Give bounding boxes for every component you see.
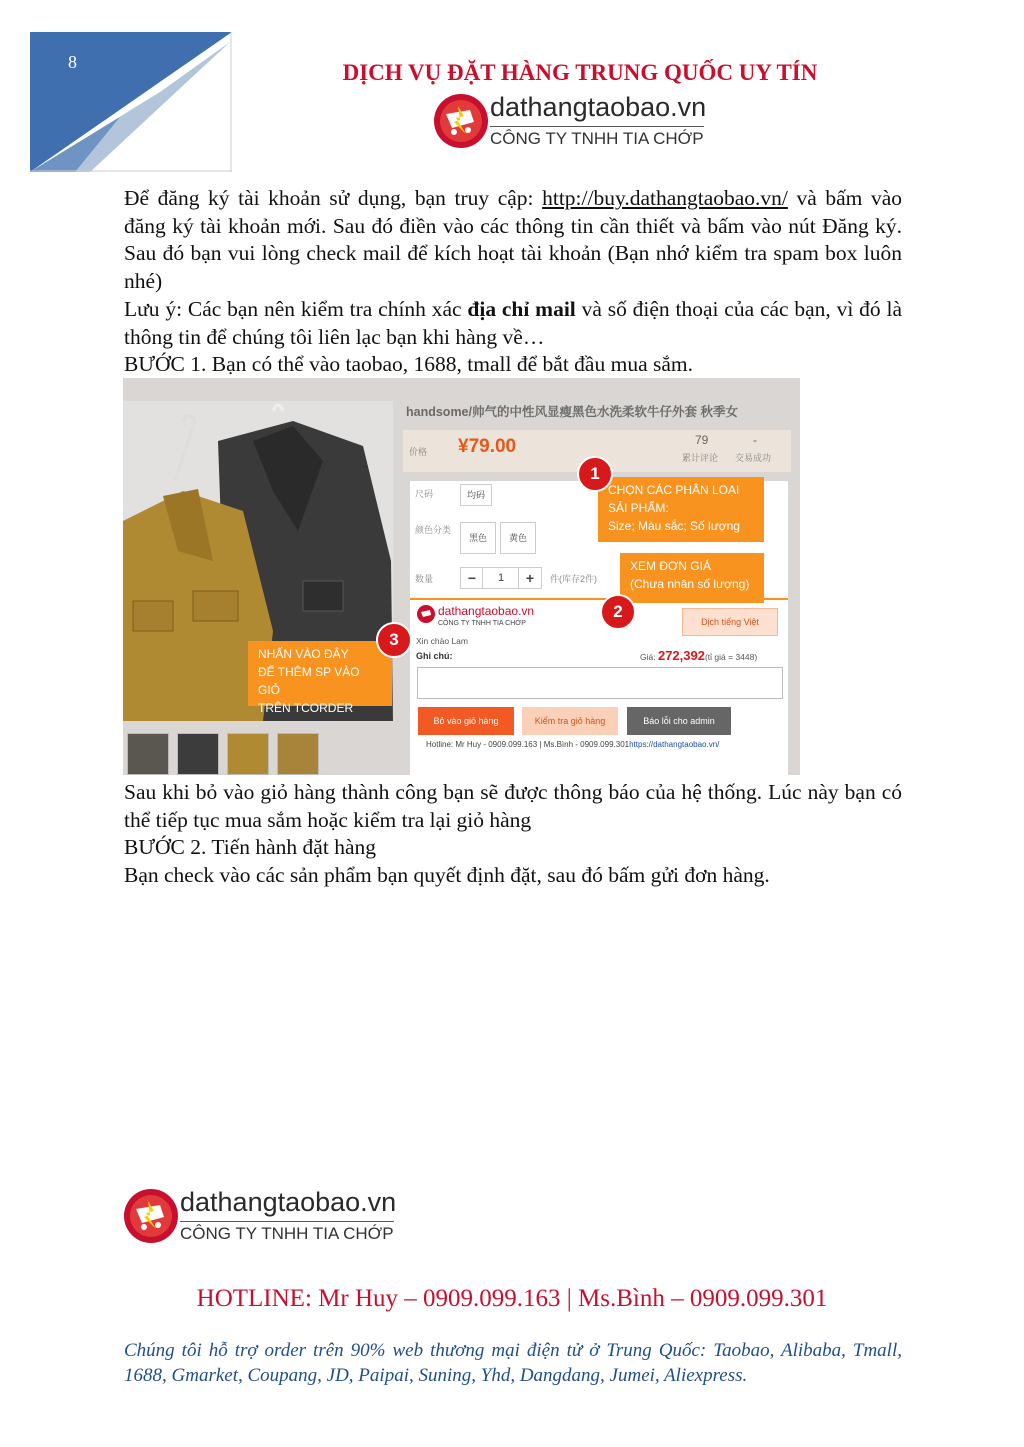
note-textarea[interactable] [417,667,783,699]
reviews-count: 79 [695,433,709,447]
add-to-cart-button[interactable]: Bỏ vào giỏ hàng [418,707,514,735]
widget-company: CÔNG TY TNHH TIA CHỚP [438,620,526,627]
footer-hotline: HOTLINE: Mr Huy – 0909.099.163 | Ms.Bình – 0909.099.301 [196,1285,828,1312]
callout-view-price [620,553,764,603]
callout3-line2: ĐỂ THÊM SP VÀO GIỎ [258,665,360,697]
thumbnail[interactable] [277,733,319,775]
logo-name: dathangtaobao.vn [490,92,707,122]
paragraph-after-cart: Sau khi bỏ vào giỏ hàng thành công bạn sẽ được thông báo của hệ thống. Lúc này bạn có thể tiếp tục mua sắm hoặc kiểm tra lại giỏ hàng [124,780,902,832]
callout1-line2: SẢI PHẨM: [608,501,669,515]
callout3-line1: NHẤN VÀO ĐÂY [258,647,349,661]
thumbnail[interactable] [227,733,269,775]
color-option-yellow[interactable]: 黄色 [500,522,536,554]
widget-brand: dathangtaobao.vn [438,604,535,618]
widget-footer [426,740,719,749]
callout2-badge: 2 [600,594,636,630]
logo-emblem-icon [122,1187,180,1245]
price-value: ¥79.00 [458,436,517,457]
callout2-line2: (Chưa nhân số lượng) [630,577,750,591]
translate-button[interactable]: Dịch tiếng Việt [682,608,778,636]
check-cart-button[interactable]: Kiểm tra giỏ hàng [522,707,618,735]
thumbnail[interactable] [177,733,219,775]
callout1-line1: CHỌN CÁC PHÂN LOẠI [608,483,740,497]
callout3-line3: TRÊN TCORDER [258,701,354,715]
size-option[interactable]: 均码 [460,484,492,506]
shopping-screenshot [123,378,800,775]
page-corner-decoration [30,32,232,172]
vnd-price [640,648,757,663]
callout-select-options [598,477,764,542]
callout3-badge: 3 [376,622,412,658]
header-logo [432,92,707,154]
header-title: DỊCH VỤ ĐẶT HÀNG TRUNG QUỐC UY TÍN [342,60,818,85]
greeting: Xin chào Lam [416,636,468,646]
paragraph-note [124,296,902,351]
sales-count: - [753,433,757,447]
logo-emblem-icon [432,92,490,150]
logo-company: CÔNG TY TNHH TIA CHỚP [490,126,704,149]
thumbnail[interactable] [127,733,169,775]
sales-label: 交易成功 [735,453,772,463]
reviews-label: 累计评论 [682,453,719,463]
qty-minus-button[interactable]: − [460,567,484,589]
register-link[interactable]: http://buy.dathangtaobao.vn/ [542,186,788,210]
logo-company: CÔNG TY TNHH TIA CHỚP [180,1221,394,1244]
widget-hotline: Hotline: Mr Huy - 0909.099.163 | Ms.Bình - 0909.099.301 [426,740,630,749]
footer-logo [122,1187,397,1249]
callout1-line3: Size; Màu sắc; Số lượng [608,519,740,533]
report-admin-button[interactable]: Báo lỗi cho admin [627,707,731,735]
vnd-price-label: Giá: [640,652,656,662]
size-label: 尺码 [415,489,434,499]
note-text-1: Lưu ý: Các bạn nên kiểm tra chính xác [124,297,468,321]
qty-label: 数量 [415,574,434,584]
logo-name: dathangtaobao.vn [180,1187,397,1217]
color-label: 颜色分类 [415,525,452,535]
register-text-1: Để đăng ký tài khoản sử dụng, bạn truy cập: [124,186,543,210]
register-text-2: và bấm vào đăng ký tài khoản mới. Sau đó điền vào các thông tin cần thiết và bấm vào nút Đăng ký. Sau đó bạn vui lòng check mail để kích hoạt tài khoản (Bạn nhớ kiểm tra spam box luôn nhé) [124,186,902,293]
step1-heading: BƯỚC 1. Bạn có thể vào taobao, 1688, tmall để bắt đầu mua sắm. [124,352,693,376]
note-bold: địa chỉ mail [467,297,576,321]
paragraph-register [124,185,902,295]
product-title: handsome/帅气的中性风显瘦黑色水洗柔软牛仔外套 秋季女 [406,405,738,419]
widget-url[interactable]: https://dathangtaobao.vn/ [629,740,720,749]
callout2-line1: XEM ĐƠN GIÁ [630,559,711,573]
note-label: Ghi chú: [416,651,453,661]
callout-add-cart [248,641,392,715]
exchange-rate: (tỉ giá = 3448) [704,652,758,662]
footer-support-text: Chúng tôi hỗ trợ order trên 90% web thương mại điện tử ở Trung Quốc: Taobao, Alibaba, Tmall, 1688, Gmarket, Coupang, JD, Paipai, Suning, Yhd, Dangdang, Jumei, Aliexpress. [124,1340,902,1386]
callout1-badge: 1 [577,456,613,492]
vnd-price-value: 272,392 [657,648,705,663]
note-text-2: và số điện thoại của các bạn, vì đó là thông tin để chúng tôi liên lạc bạn khi hàng về… [124,297,902,349]
paragraph-check-products: Bạn check vào các sản phẩm bạn quyết định đặt, sau đó bấm gửi đơn hàng. [124,863,770,887]
qty-input[interactable]: 1 [482,567,520,589]
page-number: 8 [68,52,77,72]
step2-heading: BƯỚC 2. Tiến hành đặt hàng [124,835,376,859]
widget-logo-icon [416,604,436,624]
stock-text: 件(库存2件) [550,574,597,584]
qty-plus-button[interactable]: + [518,567,542,589]
color-option-black[interactable]: 黑色 [460,522,496,554]
price-label: 价格 [409,447,428,457]
